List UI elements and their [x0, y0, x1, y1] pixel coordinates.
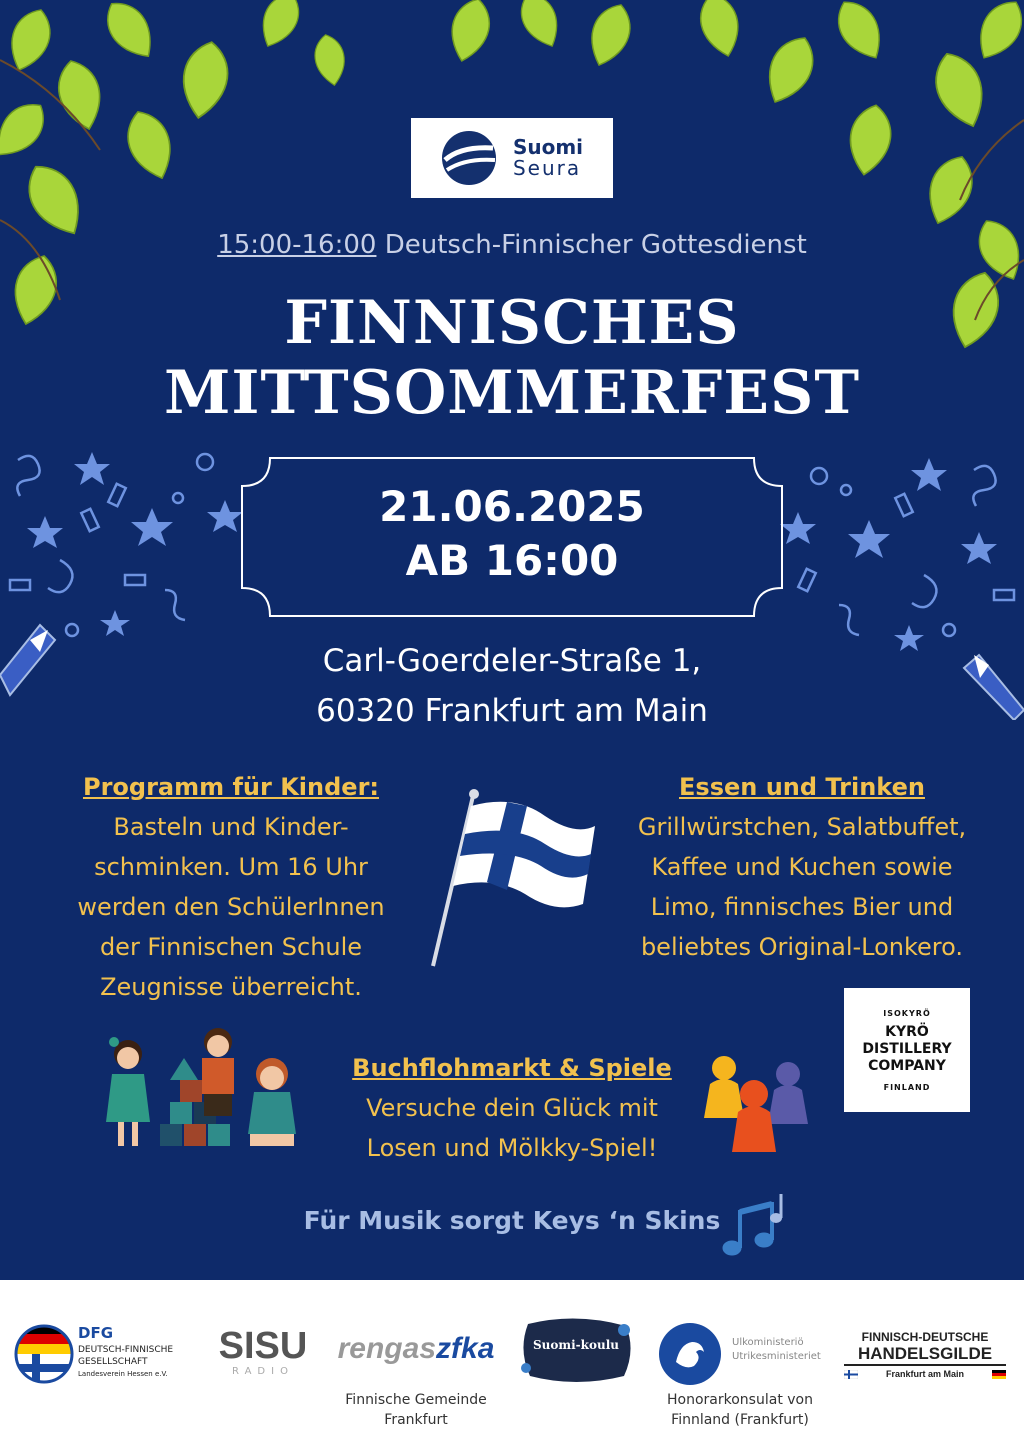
rengas-zfka-logo [326, 1332, 506, 1366]
event-date [240, 480, 784, 588]
kyro-name-3: COMPANY [868, 1057, 946, 1074]
gilde-line-2: HANDELSGILDE [844, 1344, 1006, 1366]
date-line: 21.06.2025 [379, 482, 645, 531]
sponsors-footer [0, 1280, 1024, 1448]
gilde-line-1: FINNISCH-DEUTSCHE [861, 1330, 989, 1344]
food-line: beliebtes Original-Lonkero. [640, 933, 964, 961]
consulate-caption [640, 1390, 840, 1430]
food-line: Limo, finnisches Bier und [650, 893, 954, 921]
dfg-flags-icon [14, 1324, 74, 1384]
zfka-text: zfka [436, 1332, 495, 1365]
gilde-line-3: Frankfurt am Main [885, 1369, 964, 1379]
food-drinks-section [600, 767, 1004, 967]
dfg-line-1: DEUTSCH-FINNISCHE [78, 1345, 174, 1355]
rengas-caption [316, 1390, 516, 1430]
books-line: Losen und Mölkky-Spiel! [366, 1134, 658, 1162]
books-games-section [322, 1048, 702, 1168]
ulko-line-1: Ulkoministeriö [732, 1337, 804, 1348]
kids-line: werden den SchülerInnen [77, 893, 385, 921]
food-heading: Essen und Trinken [679, 773, 925, 801]
title-line-1: FINNISCHES [284, 288, 740, 358]
address-line-1: Carl-Goerdeler-Straße 1, [322, 643, 702, 679]
consulate-caption-2: Finnland (Frankfurt) [671, 1412, 809, 1428]
kids-heading: Programm für Kinder: [82, 773, 379, 801]
handelsgilde-logo [844, 1330, 1006, 1379]
finnish-flag-small-icon [844, 1370, 858, 1379]
sisu-main: SISU [218, 1325, 308, 1367]
kids-line: schminken. Um 16 Uhr [94, 853, 368, 881]
logo-line-1: Suomi [512, 135, 584, 159]
dfg-line-2: GESELLSCHAFT [78, 1357, 148, 1367]
game-pieces-icon [700, 1048, 812, 1158]
kyro-bottom: FINLAND [883, 1082, 931, 1092]
music-notes-icon [718, 1190, 792, 1262]
children-playing-illustration [100, 1024, 310, 1154]
sisu-sub: RADIO [232, 1366, 294, 1377]
books-heading: Buchflohmarkt & Spiele [352, 1054, 672, 1082]
rengas-text: rengas [337, 1332, 437, 1365]
time-line: AB 16:00 [405, 536, 619, 585]
ulkoministerio-logo [658, 1322, 828, 1386]
dfg-logo [14, 1324, 214, 1384]
suomi-koulu-logo [518, 1316, 634, 1384]
event-title [0, 288, 1024, 428]
service-time: 15:00-16:00 [217, 230, 377, 260]
suomi-seura-logo-icon [441, 130, 497, 186]
consulate-caption-1: Honorarkonsulat von [667, 1392, 813, 1408]
kids-program-section [50, 767, 412, 1007]
suomi-koulu-text: Suomi-koulu [533, 1338, 619, 1352]
books-line: Versuche dein Glück mit [366, 1094, 658, 1122]
kyro-distillery-logo [844, 988, 970, 1112]
kids-line: Basteln und Kinder- [113, 813, 349, 841]
german-flag-small-icon [992, 1370, 1006, 1379]
kyro-top: ISOKYRÖ [883, 1008, 931, 1018]
rengas-caption-1: Finnische Gemeinde [345, 1392, 487, 1408]
kids-line: der Finnischen Schule [99, 933, 363, 961]
title-line-2: MITTSOMMERFEST [164, 358, 860, 428]
kyro-name-1: KYRÖ [885, 1023, 929, 1040]
rengas-caption-2: Frankfurt [384, 1412, 448, 1428]
music-line: Für Musik sorgt Keys ‘n Skins [303, 1206, 721, 1235]
sisu-radio-logo [218, 1326, 308, 1377]
dfg-abbr: DFG [78, 1324, 114, 1342]
event-address [0, 636, 1024, 736]
address-line-2: 60320 Frankfurt am Main [316, 693, 708, 729]
kids-line: Zeugnisse überreicht. [100, 973, 362, 1001]
kyro-name-2: DISTILLERY [862, 1040, 952, 1057]
lion-emblem-icon [658, 1322, 722, 1386]
service-line [0, 230, 1024, 260]
ulko-line-2: Utrikesministeriet [732, 1351, 821, 1362]
dfg-line-3: Landesverein Hessen e.V. [78, 1370, 168, 1378]
logo-line-2: Seura [512, 156, 582, 180]
suomi-seura-logo [411, 118, 613, 198]
food-line: Kaffee und Kuchen sowie [651, 853, 953, 881]
finnish-flag-icon [425, 786, 600, 971]
service-text: Deutsch-Finnischer Gottesdienst [384, 230, 807, 260]
food-line: Grillwürstchen, Salatbuffet, [637, 813, 967, 841]
